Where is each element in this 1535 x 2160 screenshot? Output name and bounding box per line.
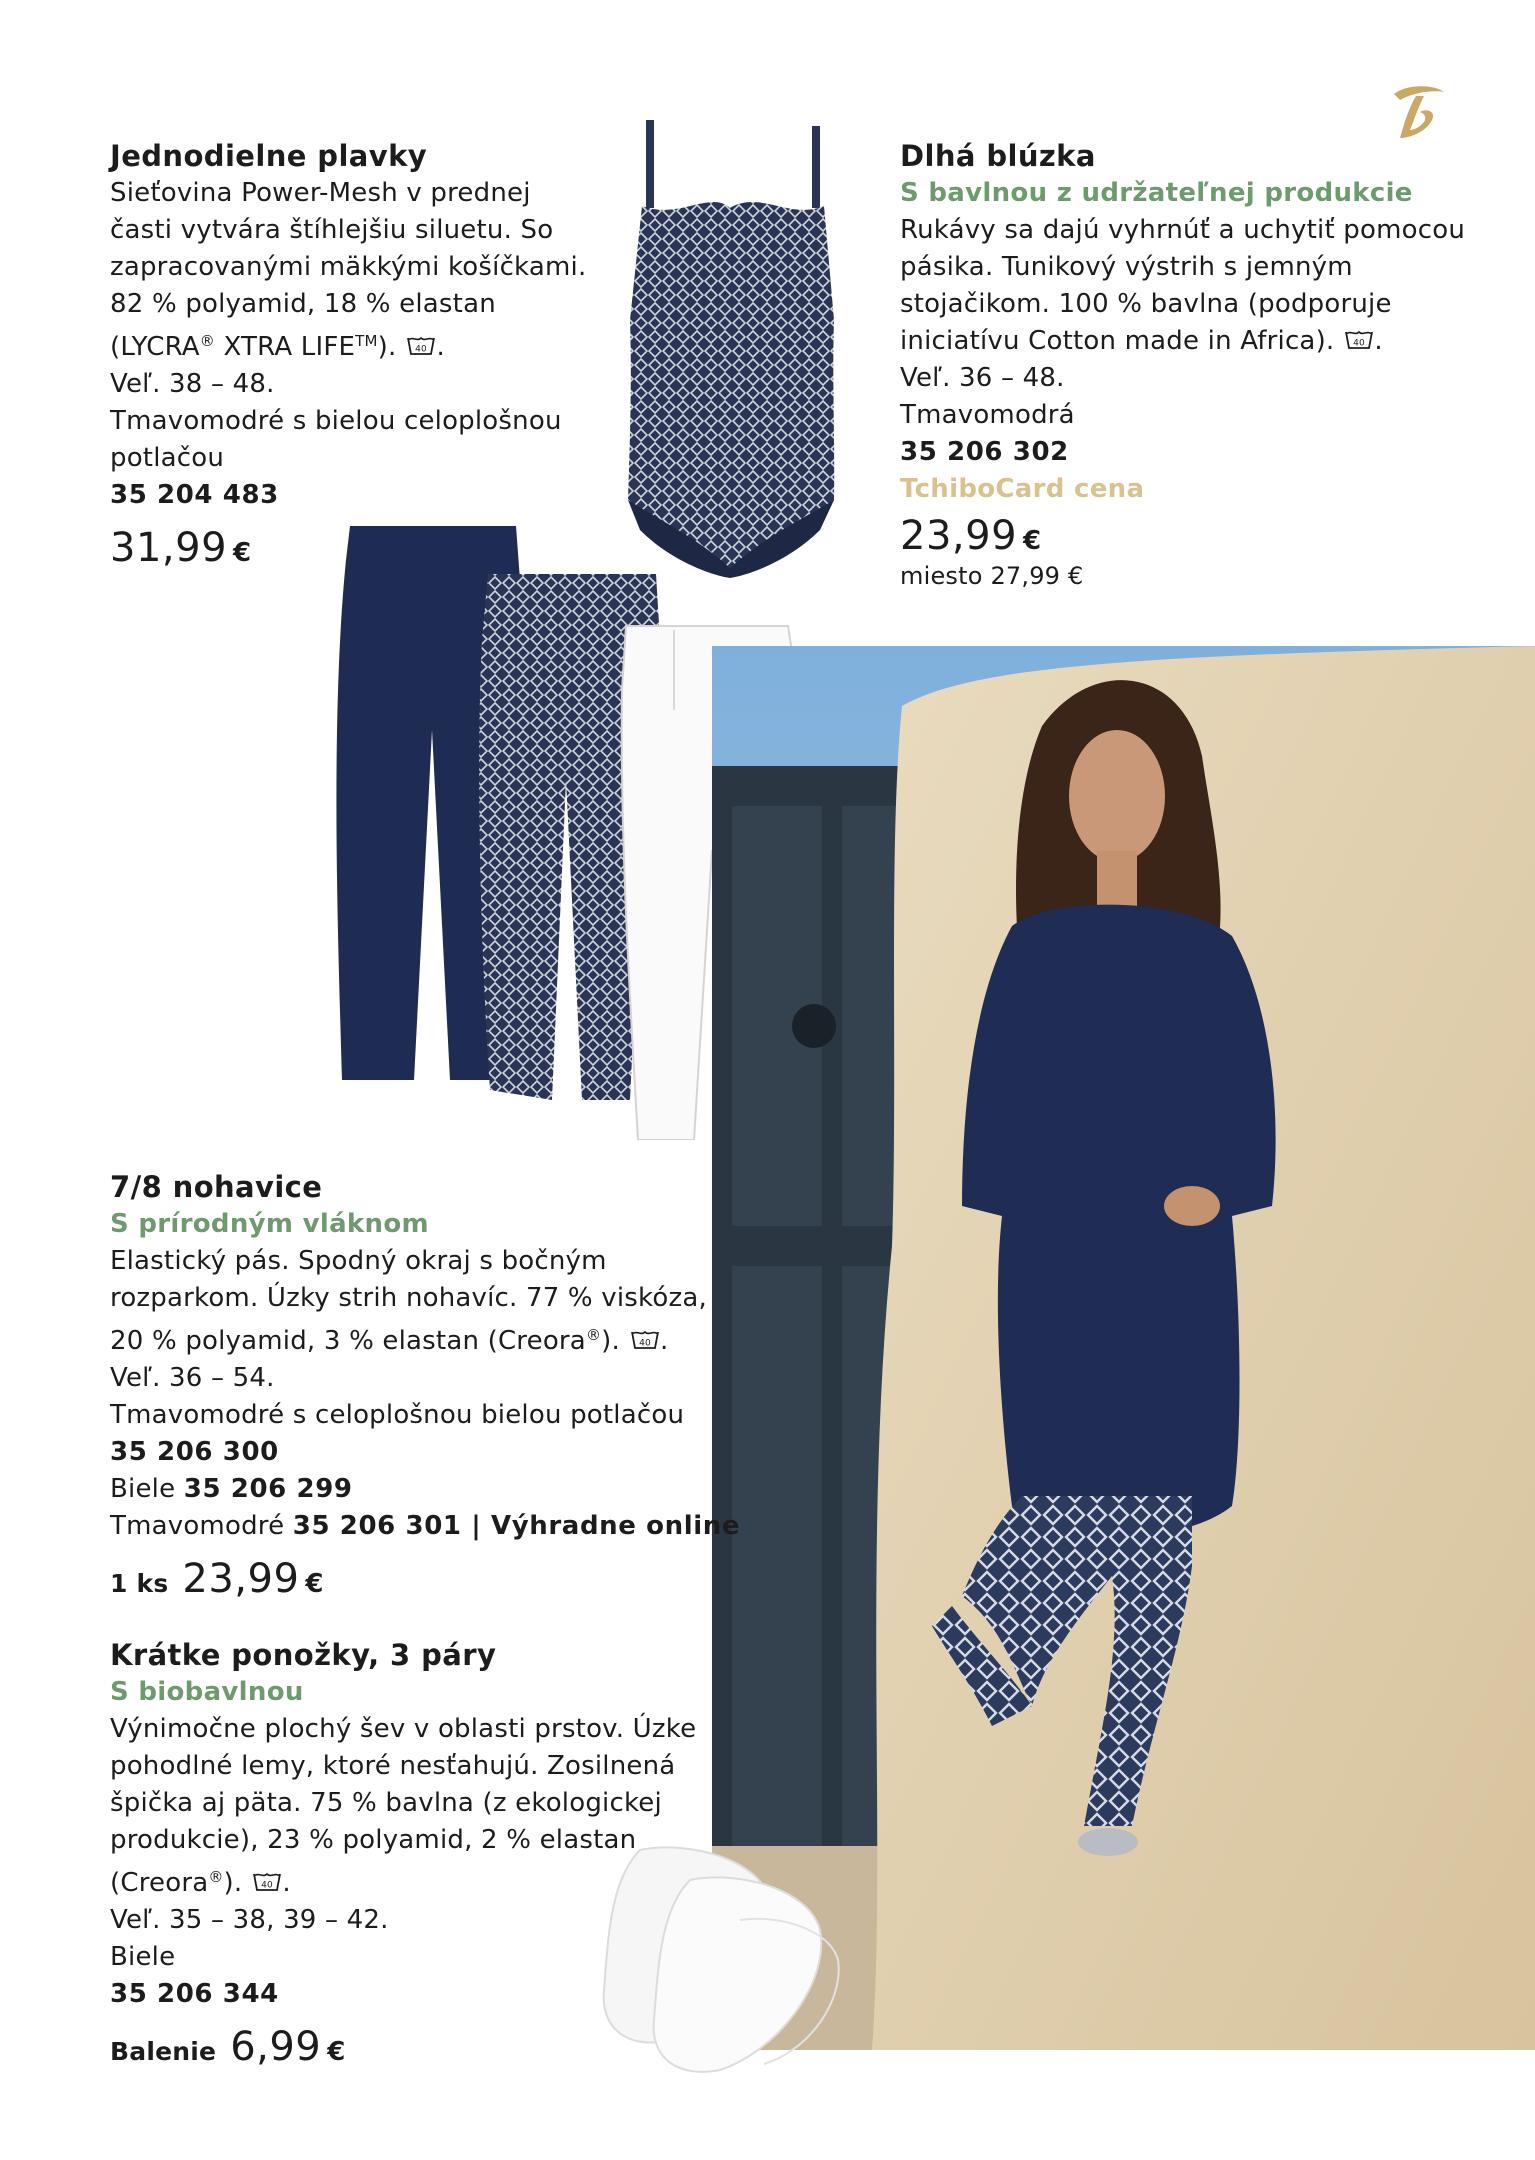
blouse-desc-text: iniciatívu Cotton made in Africa). [900,326,1335,356]
wash-suffix: . [1374,326,1383,356]
socks-subtitle: S biobavlnou [110,1677,304,1707]
blouse-code: 35 206 302 [900,437,1069,467]
svg-text:40: 40 [1353,338,1366,349]
registered-mark: ® [208,1868,224,1886]
pants-desc-text: ). [601,1326,620,1356]
blouse-desc-line: stojačikom. 100 % bavlna (podporuje [900,289,1392,319]
tchibocard-label: TchiboCard cena [900,474,1145,504]
socks-section [110,1636,710,2071]
pants-price: 23,99 [182,1556,300,1602]
blouse-section [900,137,1466,592]
swimsuit-desc-line: Sieťovina Power-Mesh v prednej [110,178,531,208]
pants-price-row [110,1555,710,1603]
currency-symbol: € [1023,526,1042,556]
blouse-color: Tmavomodrá [900,400,1075,430]
pants-desc-text: 20 % polyamid, 3 % elastan (Creora [110,1326,586,1356]
socks-desc-text: ). [223,1868,243,1898]
swimsuit-desc-line: časti vytvára štíhlejšiu siluetu. So [110,215,554,245]
wash-suffix: . [659,1326,669,1356]
swimsuit-desc-line: zapracovanými mäkkými košíčkami. [110,252,587,282]
socks-desc-text: (Creora [110,1868,209,1898]
socks-desc-line [110,1859,710,1902]
pants-subtitle: S prírodným vláknom [110,1209,429,1239]
pants-title: 7/8 nohavice [110,1170,323,1204]
blouse-desc-line: Rukávy sa dajú vyhrnúť a uchytiť pomocou [900,215,1466,245]
blouse-price-row [900,512,1460,560]
swimsuit-title: Jednodielne plavky [110,139,428,173]
swimsuit-desc-line: 82 % polyamid, 18 % elastan [110,289,496,319]
blouse-size: Veľ. 36 – 48. [900,363,1065,393]
socks-code: 35 206 344 [110,1979,279,2009]
pants-desc-line [110,1317,710,1360]
swimsuit-material-line [110,323,570,366]
pants-variant-3 [110,1508,741,1545]
svg-text:40: 40 [639,1338,651,1349]
socks-size: Veľ. 35 – 38, 39 – 42. [110,1905,389,1935]
wash-40-icon [630,1328,660,1352]
swimsuit-price-row [110,524,570,572]
pants-variant-2 [110,1471,710,1508]
socks-desc-line: pohodlné lemy, ktoré nesťahujú. Zosilnená [110,1751,676,1781]
swimsuit-section [110,137,587,572]
lycra-text: XTRA LIFE [215,332,356,362]
wash-40-icon [1344,328,1374,352]
blouse-subtitle: S bavlnou z udržateľnej produkcie [900,178,1413,208]
wash-suffix: . [282,1868,291,1898]
pants-color2: Biele [110,1474,176,1504]
swimsuit-code: 35 204 483 [110,480,279,510]
socks-price: 6,99 [230,2024,322,2070]
socks-desc-line: Výnimočne plochý šev v oblasti prstov. Úzke [110,1714,697,1744]
swimsuit-size: Veľ. 38 – 48. [110,369,275,399]
pants-section [110,1168,741,1603]
price-prefix: 1 ks [110,1569,169,1598]
pants-code2: 35 206 299 [183,1474,353,1504]
wash-40-icon [406,334,436,358]
socks-title: Krátke ponožky, 3 páry [110,1638,497,1672]
registered-mark: ® [199,332,215,350]
swimsuit-color-line: potlačou [110,443,225,473]
pants-desc-line: Elastický pás. Spodný okraj s bočným [110,1246,607,1276]
svg-text:40: 40 [415,344,428,355]
pants-color1: Tmavomodré s celoplošnou bielou potlačou [110,1400,685,1430]
swimsuit-color-line: Tmavomodré s bielou celoplošnou [110,406,562,436]
socks-price-row [110,2023,710,2071]
svg-text:40: 40 [261,1880,274,1891]
swimsuit-photo [620,120,840,580]
pants-color3: Tmavomodré [110,1511,285,1541]
pants-code3: 35 206 301 | Výhradne online [292,1511,741,1541]
socks-desc-line: produkcie), 23 % polyamid, 2 % elastan [110,1825,637,1855]
currency-symbol: € [233,538,252,568]
swimsuit-price: 31,99 [110,525,228,571]
pants-desc-line: rozparkom. Úzky strih nohavíc. 77 % viskóza, [110,1283,707,1313]
wash-suffix: . [436,332,445,362]
blouse-desc-line: pásika. Tunikový výstrih s jemným [900,252,1353,282]
trademark-mark: TM [355,332,378,350]
blouse-price: 23,99 [900,513,1018,559]
socks-color: Biele [110,1942,176,1972]
pants-code1: 35 206 300 [110,1437,279,1467]
lycra-text: ). [377,332,397,362]
currency-symbol: € [305,1569,324,1599]
registered-mark: ® [585,1326,602,1344]
blouse-old-price: miesto 27,99 € [900,562,1084,590]
currency-symbol: € [327,2037,346,2067]
wash-40-icon [252,1870,282,1894]
blouse-title: Dlhá blúzka [900,139,1096,173]
lycra-text: (LYCRA [110,332,200,362]
pants-size: Veľ. 36 – 54. [110,1363,275,1393]
socks-desc-line: špička aj päta. 75 % bavlna (z ekologickej [110,1788,662,1818]
blouse-desc-line [900,323,1460,360]
price-prefix: Balenie [110,2037,217,2066]
